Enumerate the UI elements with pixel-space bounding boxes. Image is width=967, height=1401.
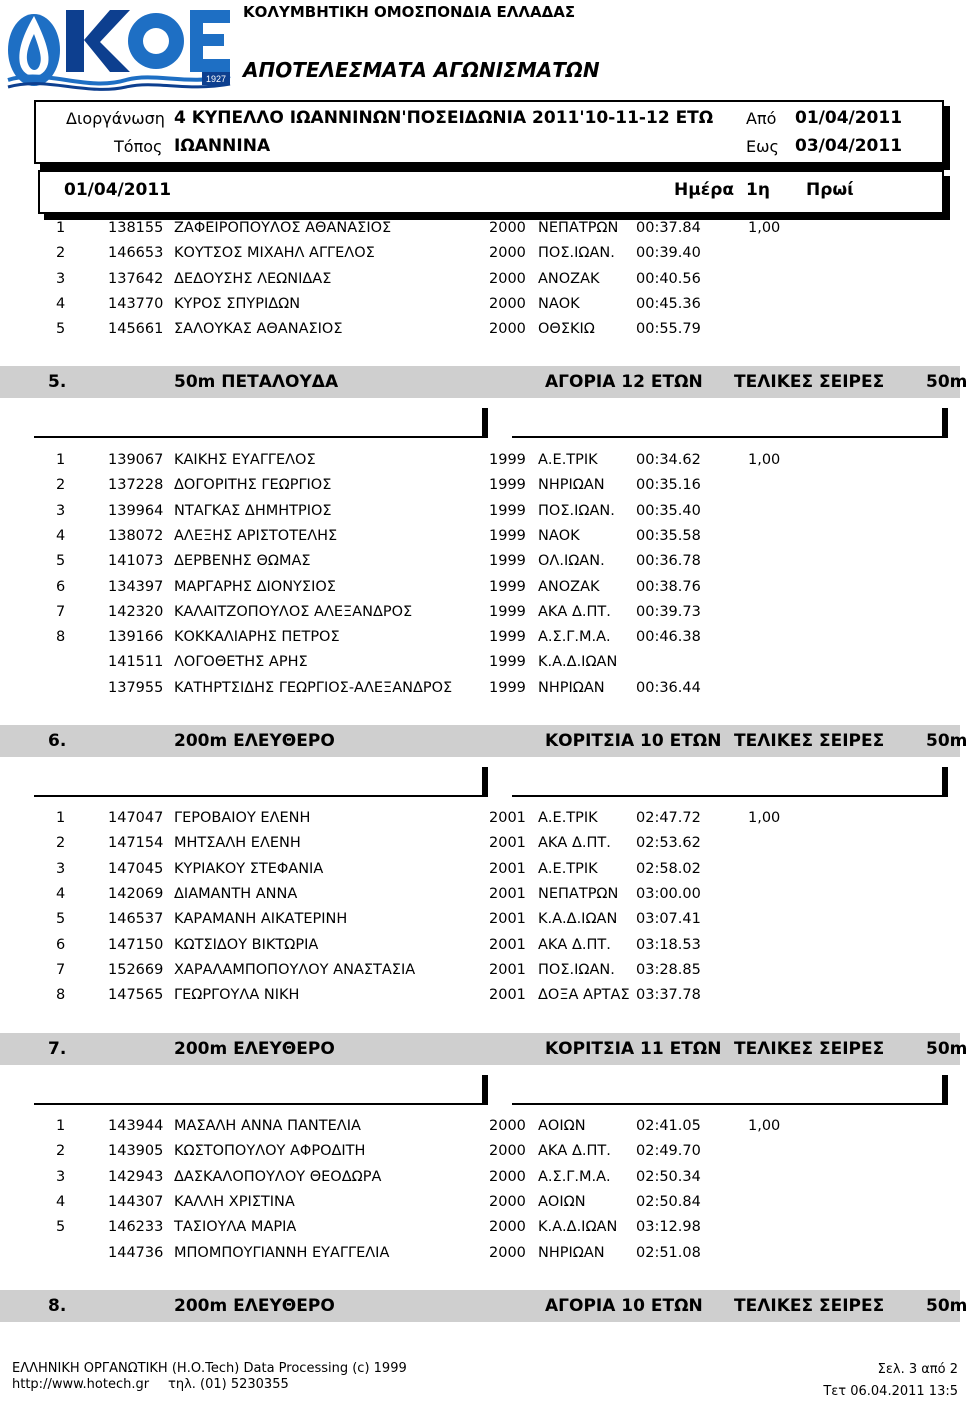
- rank: 8: [56, 987, 66, 1004]
- footer-phone: τηλ. (01) 5230355: [168, 1377, 289, 1392]
- club: Α.Ε.ΤΡΙΚ: [538, 810, 598, 826]
- athlete-name: ΔΙΑΜΑΝΤΗ ΑΝΝΑ: [174, 885, 298, 902]
- swim-time: 00:34.62: [636, 452, 701, 468]
- birth-year: 1999: [489, 654, 526, 671]
- swim-time: 02:50.84: [636, 1193, 701, 1210]
- athlete-id: 147047: [108, 810, 164, 826]
- birth-year: 1999: [489, 477, 526, 494]
- swim-time: 03:37.78: [636, 987, 701, 1004]
- result-row: [0, 1219, 960, 1244]
- club: Κ.Α.Δ.ΙΩΑΝ: [538, 911, 618, 928]
- club: Κ.Α.Δ.ΙΩΑΝ: [538, 654, 618, 671]
- birth-year: 2000: [489, 295, 526, 312]
- club: ΠΟΣ.ΙΩΑΝ.: [538, 961, 615, 978]
- event-header-band: [0, 366, 967, 398]
- separator-line: [512, 795, 948, 797]
- athlete-id: 139166: [108, 629, 164, 646]
- footer-page: Σελ. 3 από 2: [877, 1362, 958, 1377]
- event-title: 200m ΕΛΕΥΘΕΡΟ: [174, 1296, 335, 1316]
- swim-time: 03:07.41: [636, 911, 701, 928]
- result-row: [0, 503, 960, 528]
- club: Α.Ε.ΤΡΙΚ: [538, 452, 598, 468]
- birth-year: 2001: [489, 911, 526, 928]
- swim-time: 02:51.08: [636, 1244, 701, 1261]
- birth-year: 2000: [489, 1168, 526, 1185]
- result-row: [0, 1245, 960, 1270]
- result-row: [0, 886, 960, 911]
- rank: 7: [56, 603, 66, 620]
- birth-year: 2000: [489, 245, 526, 262]
- birth-year: 2001: [489, 885, 526, 902]
- athlete-id: 144736: [108, 1244, 164, 1261]
- event-category: ΚΟΡΙΤΣΙΑ 11 ΕΤΩΝ: [545, 1039, 722, 1059]
- athlete-id: 147154: [108, 835, 164, 852]
- rank: 5: [56, 553, 66, 570]
- athlete-id: 143770: [108, 295, 164, 312]
- rank: 3: [56, 860, 66, 877]
- result-row: [0, 1169, 960, 1194]
- footer-printed: Τετ 06.04.2011 13:5: [823, 1384, 958, 1399]
- swim-time: 00:55.79: [636, 321, 701, 338]
- rank: 5: [56, 1219, 66, 1236]
- swim-time: 02:53.62: [636, 835, 701, 852]
- birth-year: 2001: [489, 835, 526, 852]
- rank: 5: [56, 321, 66, 338]
- points: 1,00: [748, 452, 781, 468]
- rank: 7: [56, 961, 66, 978]
- swim-time: 02:49.70: [636, 1143, 701, 1160]
- result-row: [0, 604, 960, 629]
- separator-tick: [482, 767, 488, 797]
- athlete-id: 147565: [108, 987, 164, 1004]
- birth-year: 1999: [489, 452, 526, 468]
- result-row: [0, 528, 960, 553]
- logo-year: 1927: [205, 74, 227, 84]
- swim-time: 02:58.02: [636, 860, 701, 877]
- club: ΑΟΙΩΝ: [538, 1193, 586, 1210]
- birth-year: 2000: [489, 220, 526, 236]
- swim-time: 03:18.53: [636, 936, 701, 953]
- birth-year: 1999: [489, 527, 526, 544]
- club: ΔΟΞΑ ΑΡΤΑΣ: [538, 987, 630, 1004]
- event-pool: 50m: [926, 1296, 967, 1316]
- result-row: [0, 810, 960, 835]
- rank: 4: [56, 1193, 66, 1210]
- footer-url: http://www.hotech.gr: [12, 1377, 150, 1392]
- athlete-name: ΓΕΩΡΓΟΥΛΑ ΝΙΚΗ: [174, 987, 300, 1004]
- session-part: Πρωί: [806, 180, 854, 200]
- event-category: ΚΟΡΙΤΣΙΑ 10 ΕΤΩΝ: [545, 731, 722, 751]
- federation-name: ΚΟΛΥΜΒΗΤΙΚΗ ΟΜΟΣΠΟΝΔΙΑ ΕΛΛΑΔΑΣ: [243, 3, 576, 21]
- athlete-id: 138072: [108, 527, 164, 544]
- athlete-name: ΚΑΙΚΗΣ ΕΥΑΓΓΕΛΟΣ: [174, 452, 316, 468]
- birth-year: 1999: [489, 578, 526, 595]
- athlete-id: 138155: [108, 220, 164, 236]
- birth-year: 2000: [489, 1143, 526, 1160]
- result-row: [0, 477, 960, 502]
- event-number: 7.: [48, 1039, 67, 1059]
- athlete-id: 143905: [108, 1143, 164, 1160]
- athlete-name: ΛΟΓΟΘΕΤΗΣ ΑΡΗΣ: [174, 654, 308, 671]
- club: Α.Σ.Γ.Μ.Α.: [538, 629, 611, 646]
- athlete-name: ΖΑΦΕΙΡΟΠΟΥΛΟΣ ΑΘΑΝΑΣΙΟΣ: [174, 220, 392, 236]
- athlete-id: 146537: [108, 911, 164, 928]
- rank: 3: [56, 1168, 66, 1185]
- points: 1,00: [748, 1118, 781, 1134]
- athlete-id: 141511: [108, 654, 164, 671]
- club: ΟΘΣΚΙΩ: [538, 321, 595, 338]
- athlete-id: 134397: [108, 578, 164, 595]
- result-row: [0, 861, 960, 886]
- birth-year: 2001: [489, 987, 526, 1004]
- club: ΑΝΟΖΑΚ: [538, 270, 600, 287]
- event-number: 6.: [48, 731, 67, 751]
- rank: 1: [56, 452, 66, 468]
- event-type: ΤΕΛΙΚΕΣ ΣΕΙΡΕΣ: [734, 1296, 885, 1316]
- athlete-id: 147045: [108, 860, 164, 877]
- points: 1,00: [748, 810, 781, 826]
- session-day-label: Ημέρα: [674, 180, 735, 200]
- event-header-band: [0, 725, 967, 757]
- separator-tick: [482, 1075, 488, 1105]
- rank: 3: [56, 270, 66, 287]
- result-row: [0, 680, 960, 705]
- athlete-name: ΚΥΡΙΑΚΟΥ ΣΤΕΦΑΝΙΑ: [174, 860, 324, 877]
- result-row: [0, 654, 960, 679]
- athlete-id: 147150: [108, 936, 164, 953]
- athlete-name: ΑΛΕΞΗΣ ΑΡΙΣΤΟΤΕΛΗΣ: [174, 527, 338, 544]
- athlete-name: ΜΠΟΜΠΟΥΓΙΑΝΝΗ ΕΥΑΓΓΕΛΙΑ: [174, 1244, 390, 1261]
- result-row: [0, 835, 960, 860]
- athlete-id: 142943: [108, 1168, 164, 1185]
- birth-year: 2000: [489, 1118, 526, 1134]
- athlete-name: ΚΟΚΚΑΛΙΑΡΗΣ ΠΕΤΡΟΣ: [174, 629, 340, 646]
- athlete-id: 137955: [108, 679, 164, 696]
- club: ΑΚΑ Δ.ΠΤ.: [538, 603, 611, 620]
- rank: 6: [56, 578, 66, 595]
- athlete-id: 137642: [108, 270, 164, 287]
- birth-year: 2000: [489, 321, 526, 338]
- rank: 8: [56, 629, 66, 646]
- birth-year: 1999: [489, 603, 526, 620]
- event-number: 5.: [48, 372, 67, 392]
- athlete-id: 144307: [108, 1193, 164, 1210]
- organizer-label: Διοργάνωση: [66, 109, 165, 128]
- event-category: ΑΓΟΡΙΑ 12 ΕΤΩΝ: [545, 372, 703, 392]
- result-row: [0, 962, 960, 987]
- athlete-name: ΜΑΡΓΑΡΗΣ ΔΙΟΝΥΣΙΟΣ: [174, 578, 336, 595]
- rank: 2: [56, 1143, 66, 1160]
- birth-year: 1999: [489, 629, 526, 646]
- club: ΝΕΠΑΤΡΩΝ: [538, 885, 619, 902]
- organizer-value: 4 ΚΥΠΕΛΛΟ ΙΩΑΝΝΙΝΩΝ'ΠΟΣΕΙΔΩΝΙΑ 2011'10-11-12 ΕΤΩ: [174, 108, 714, 128]
- athlete-id: 139964: [108, 502, 164, 519]
- result-row: [0, 1118, 960, 1143]
- swim-time: 00:39.40: [636, 245, 701, 262]
- footer-company: ΕΛΛΗΝΙΚΗ ΟΡΓΑΝΩΤΙΚΗ (Η.Ο.Tech) Data Processing (c) 1999: [12, 1361, 407, 1376]
- result-row: [0, 553, 960, 578]
- athlete-name: ΚΩΤΣΙΔΟΥ ΒΙΚΤΩΡΙΑ: [174, 936, 319, 953]
- event-type: ΤΕΛΙΚΕΣ ΣΕΙΡΕΣ: [734, 731, 885, 751]
- athlete-name: ΤΑΣΙΟΥΛΑ ΜΑΡΙΑ: [174, 1219, 297, 1236]
- event-type: ΤΕΛΙΚΕΣ ΣΕΙΡΕΣ: [734, 1039, 885, 1059]
- result-row: [0, 629, 960, 654]
- event-header-band: [0, 1290, 967, 1322]
- swim-time: 00:40.56: [636, 270, 701, 287]
- athlete-id: 137228: [108, 477, 164, 494]
- athlete-name: ΜΗΤΣΑΛΗ ΕΛΕΝΗ: [174, 835, 301, 852]
- result-row: [0, 1194, 960, 1219]
- swim-time: 02:47.72: [636, 810, 701, 826]
- club: ΝΑΟΚ: [538, 295, 580, 312]
- event-title: 200m ΕΛΕΥΘΕΡΟ: [174, 731, 335, 751]
- birth-year: 2001: [489, 860, 526, 877]
- swim-time: 03:12.98: [636, 1219, 701, 1236]
- event-title: 200m ΕΛΕΥΘΕΡΟ: [174, 1039, 335, 1059]
- result-row: [0, 245, 960, 270]
- from-date: 01/04/2011: [795, 108, 903, 128]
- result-row: [0, 911, 960, 936]
- rank: 4: [56, 885, 66, 902]
- athlete-name: ΚΥΡΟΣ ΣΠΥΡΙΔΩΝ: [174, 295, 301, 312]
- athlete-name: ΚΑΡΑΜΑΝΗ ΑΙΚΑΤΕΡΙΝΗ: [174, 911, 348, 928]
- separator-tick: [942, 767, 948, 797]
- rank: 1: [56, 220, 66, 236]
- athlete-id: 139067: [108, 452, 164, 468]
- club: ΠΟΣ.ΙΩΑΝ.: [538, 245, 615, 262]
- event-pool: 50m: [926, 1039, 967, 1059]
- swim-time: 00:35.16: [636, 477, 701, 494]
- athlete-id: 146233: [108, 1219, 164, 1236]
- separator-tick: [482, 408, 488, 438]
- birth-year: 1999: [489, 553, 526, 570]
- swim-time: 00:37.84: [636, 220, 701, 236]
- rank: 1: [56, 1118, 66, 1134]
- birth-year: 2001: [489, 961, 526, 978]
- athlete-name: ΜΑΣΑΛΗ ΑΝΝΑ ΠΑΝΤΕΛΙΑ: [174, 1118, 361, 1134]
- rank: 1: [56, 810, 66, 826]
- result-row: [0, 220, 960, 245]
- rank: 3: [56, 502, 66, 519]
- result-row: [0, 1143, 960, 1168]
- club: ΝΑΟΚ: [538, 527, 580, 544]
- club: ΝΗΡΙΩΑΝ: [538, 679, 605, 696]
- club: ΠΟΣ.ΙΩΑΝ.: [538, 502, 615, 519]
- birth-year: 2000: [489, 1244, 526, 1261]
- athlete-name: ΔΟΓΟΡΙΤΗΣ ΓΕΩΡΓΙΟΣ: [174, 477, 332, 494]
- athlete-id: 146653: [108, 245, 164, 262]
- separator-line: [34, 436, 486, 438]
- athlete-name: ΓΕΡΟΒΑΙΟΥ ΕΛΕΝΗ: [174, 810, 311, 826]
- club: ΟΛ.ΙΩΑΝ.: [538, 553, 605, 570]
- separator-tick: [942, 408, 948, 438]
- separator-line: [34, 795, 486, 797]
- birth-year: 2000: [489, 1219, 526, 1236]
- result-row: [0, 987, 960, 1012]
- club: ΑΝΟΖΑΚ: [538, 578, 600, 595]
- result-row: [0, 937, 960, 962]
- result-row: [0, 296, 960, 321]
- athlete-name: ΔΕΔΟΥΣΗΣ ΛΕΩΝΙΔΑΣ: [174, 270, 332, 287]
- club: ΝΗΡΙΩΑΝ: [538, 1244, 605, 1261]
- event-number: 8.: [48, 1296, 67, 1316]
- swim-time: 03:28.85: [636, 961, 701, 978]
- rank: 4: [56, 295, 66, 312]
- result-row: [0, 579, 960, 604]
- athlete-id: 143944: [108, 1118, 164, 1134]
- event-pool: 50m: [926, 372, 967, 392]
- athlete-name: ΣΑΛΟΥΚΑΣ ΑΘΑΝΑΣΙΟΣ: [174, 321, 343, 338]
- points: 1,00: [748, 220, 781, 236]
- to-label: Εως: [746, 137, 779, 156]
- athlete-name: ΚΑΛΛΗ ΧΡΙΣΤΙΝΑ: [174, 1193, 295, 1210]
- club: ΑΚΑ Δ.ΠΤ.: [538, 835, 611, 852]
- birth-year: 2000: [489, 1193, 526, 1210]
- venue-value: ΙΩΑΝΝΙΝΑ: [174, 136, 271, 156]
- club: ΑΚΑ Δ.ΠΤ.: [538, 936, 611, 953]
- swim-time: 00:46.38: [636, 629, 701, 646]
- athlete-name: ΚΟΥΤΣΟΣ ΜΙΧΑΗΛ ΑΓΓΕΛΟΣ: [174, 245, 375, 262]
- swim-time: 00:36.44: [636, 679, 701, 696]
- swim-time: 02:50.34: [636, 1168, 701, 1185]
- separator-line: [512, 436, 948, 438]
- result-row: [0, 452, 960, 477]
- club: ΝΗΡΙΩΑΝ: [538, 477, 605, 494]
- session-day: 1η: [746, 180, 770, 200]
- swim-time: 00:39.73: [636, 603, 701, 620]
- rank: 5: [56, 911, 66, 928]
- swim-time: 00:38.76: [636, 578, 701, 595]
- rank: 2: [56, 835, 66, 852]
- event-category: ΑΓΟΡΙΑ 10 ΕΤΩΝ: [545, 1296, 703, 1316]
- result-row: [0, 321, 960, 346]
- club: ΝΕΠΑΤΡΩΝ: [538, 220, 619, 236]
- club: ΑΚΑ Δ.ΠΤ.: [538, 1143, 611, 1160]
- birth-year: 2001: [489, 936, 526, 953]
- separator-tick: [942, 1075, 948, 1105]
- koe-logo: [6, 6, 232, 90]
- separator-line: [34, 1103, 486, 1105]
- athlete-name: ΚΑΛΑΙΤΖΟΠΟΥΛΟΣ ΑΛΕΞΑΝΔΡΟΣ: [174, 603, 413, 620]
- event-header-band: [0, 1033, 967, 1065]
- athlete-id: 152669: [108, 961, 164, 978]
- event-title: 50m ΠΕΤΑΛΟΥΔΑ: [174, 372, 339, 392]
- event-type: ΤΕΛΙΚΕΣ ΣΕΙΡΕΣ: [734, 372, 885, 392]
- athlete-name: ΚΑΤΗΡΤΣΙΔΗΣ ΓΕΩΡΓΙΟΣ-ΑΛΕΞΑΝΔΡΟΣ: [174, 679, 453, 696]
- athlete-name: ΚΩΣΤΟΠΟΥΛΟΥ ΑΦΡΟΔΙΤΗ: [174, 1143, 366, 1160]
- athlete-id: 142069: [108, 885, 164, 902]
- club: Α.Ε.ΤΡΙΚ: [538, 860, 598, 877]
- birth-year: 1999: [489, 679, 526, 696]
- rank: 4: [56, 527, 66, 544]
- result-row: [0, 271, 960, 296]
- athlete-name: ΧΑΡΑΛΑΜΠΟΠΟΥΛΟΥ ΑΝΑΣΤΑΣΙΑ: [174, 961, 416, 978]
- to-date: 03/04/2011: [795, 136, 903, 156]
- birth-year: 2001: [489, 810, 526, 826]
- session-date: 01/04/2011: [64, 180, 172, 200]
- rank: 6: [56, 936, 66, 953]
- event-pool: 50m: [926, 731, 967, 751]
- separator-line: [512, 1103, 948, 1105]
- athlete-name: ΔΕΡΒΕΝΗΣ ΘΩΜΑΣ: [174, 553, 311, 570]
- rank: 2: [56, 477, 66, 494]
- swim-time: 00:35.40: [636, 502, 701, 519]
- venue-label: Τόπος: [114, 137, 163, 156]
- birth-year: 2000: [489, 270, 526, 287]
- swim-time: 00:36.78: [636, 553, 701, 570]
- club: Κ.Α.Δ.ΙΩΑΝ: [538, 1219, 618, 1236]
- swim-time: 03:00.00: [636, 885, 701, 902]
- club: ΑΟΙΩΝ: [538, 1118, 586, 1134]
- athlete-id: 141073: [108, 553, 164, 570]
- club: Α.Σ.Γ.Μ.Α.: [538, 1168, 611, 1185]
- from-label: Από: [746, 109, 777, 128]
- swim-time: 00:35.58: [636, 527, 701, 544]
- swim-time: 00:45.36: [636, 295, 701, 312]
- athlete-id: 145661: [108, 321, 164, 338]
- document-title: ΑΠΟΤΕΛΕΣΜΑΤΑ ΑΓΩΝΙΣΜΑΤΩΝ: [243, 58, 600, 82]
- rank: 2: [56, 245, 66, 262]
- swim-time: 02:41.05: [636, 1118, 701, 1134]
- birth-year: 1999: [489, 502, 526, 519]
- athlete-name: ΝΤΑΓΚΑΣ ΔΗΜΗΤΡΙΟΣ: [174, 502, 332, 519]
- athlete-name: ΔΑΣΚΑΛΟΠΟΥΛΟΥ ΘΕΟΔΩΡΑ: [174, 1168, 382, 1185]
- athlete-id: 142320: [108, 603, 164, 620]
